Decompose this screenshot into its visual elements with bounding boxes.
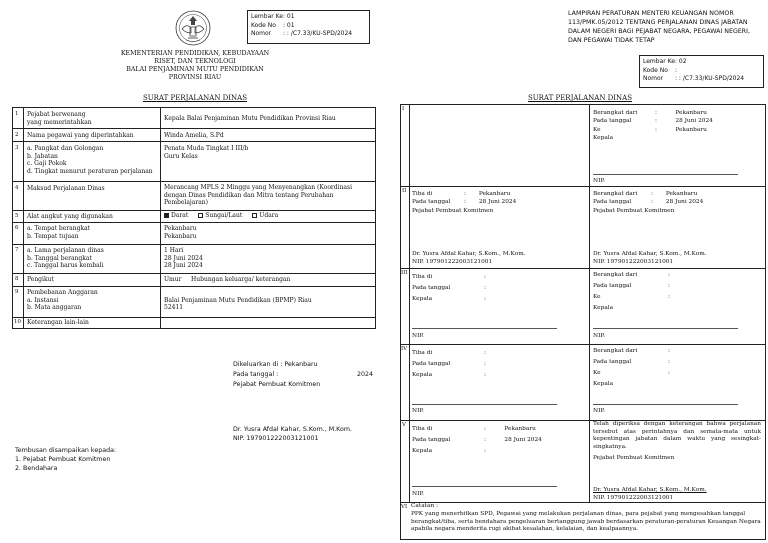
- row-label: Maksud Perjalanan Dinas: [27, 185, 105, 192]
- cc-item: 1. Pejabat Pembuat Komitmen: [15, 455, 111, 463]
- section-V-right-title: Pejabat Pembuat Komitmen: [593, 455, 675, 461]
- transport-option-sungai[interactable]: Sungai/Laut: [198, 212, 242, 220]
- section-number: V: [402, 422, 406, 428]
- institution-header: [100, 50, 290, 81]
- section-IV-left-nip: NIP.: [412, 408, 424, 414]
- section-number: III: [401, 270, 408, 276]
- row-value: Kepala Balai Penjaminan Mutu Pendidikan Provinsi Riau: [164, 115, 336, 122]
- institution-line: BALAI PENJAMINAN MUTU PENDIDIKAN: [126, 65, 264, 73]
- sheet-value: :: [675, 66, 678, 74]
- regulation-line: DAN PEGAWAI TIDAK TETAP: [568, 37, 655, 45]
- section-IV-departure: Berangkat dari : Pada tanggal : Ke : Kepala: [593, 348, 670, 387]
- row-label: a. Tempat berangkat b. Tempat tujuan: [27, 225, 91, 240]
- cc-block: [15, 447, 116, 473]
- section-III-departure: Berangkat dari : Pada tanggal : Ke : Kepala: [593, 272, 670, 311]
- notes-title: Catatan :: [411, 503, 438, 509]
- transport-option-udara[interactable]: Udara: [252, 212, 278, 220]
- row-label: a. Pangkat dan Golongan b. Jabatan c. Gaji Pokok d. Tingkat menurut peraturan perjalanan: [27, 145, 153, 175]
- spd-back-table: [400, 104, 766, 540]
- section-V-arrival: Tiba di : Pekanbaru Pada tanggal : 28 Juni 2024 Kepala :: [412, 426, 542, 454]
- section-V-left-nip: NIP.: [412, 491, 424, 497]
- section-number: VI: [401, 504, 408, 510]
- page-title: SURAT PERJALANAN DINAS: [142, 94, 248, 102]
- section-number: IV: [401, 346, 408, 352]
- section-number: II: [402, 188, 407, 194]
- row-value: Winda Amelia, S.Pd: [164, 132, 224, 139]
- cc-title: Tembusan disampaikan kepada:: [15, 447, 117, 454]
- regulation-line: LAMPIRAN PERATURAN MENTERI KEUANGAN NOMOR: [568, 10, 734, 17]
- sheet-value: : 01: [283, 21, 295, 29]
- sheet-key: Kode No: [251, 21, 276, 29]
- section-III-left-nip: NIP.: [412, 333, 424, 339]
- section-I-nip: NIP.: [593, 178, 605, 184]
- row-value: Pekanbaru Pekanbaru: [164, 225, 197, 240]
- section-II-left-signer: Dr. Yusra Afdal Kahar, S.Kom., M.Kom. NIP. 197901222003121001: [412, 251, 526, 265]
- row-number: 5: [15, 213, 19, 219]
- row-label: Pejabat berwenang yang memerintahkan: [27, 111, 92, 126]
- section-I-departure: Berangkat dari : Pekanbaru Pada tanggal : 28 Juni 2024 Ke : Pekanbaru Kepala: [593, 110, 713, 142]
- row-label: a. Lama perjalanan dinas b. Tanggal berangkat c. Tanggal harus kembali: [27, 247, 104, 269]
- sheet-key: Nomor: [251, 30, 272, 37]
- sheet-row: [251, 22, 366, 30]
- section-II-departure: Berangkat dari : Pekanbaru Pada tanggal : 28 Juni 2024 Pejabat Pembuat Komitmen: [593, 191, 704, 214]
- row-number: 8: [15, 276, 19, 282]
- row-number: 4: [15, 185, 19, 191]
- spd-table: [12, 107, 376, 329]
- signature-block: [233, 426, 352, 444]
- section-II-right-signer: Dr. Yusra Afdal Kahar, S.Kom., M.Kom. NIP. 197901222003121001: [593, 251, 707, 265]
- regulation-line: DALAM NEGERI BAGI PEJABAT NEGARA, PEGAWAI NEGERI,: [568, 28, 751, 36]
- row-number: 10: [14, 319, 21, 325]
- row-label: Nama pegawai yang diperintahkan: [27, 132, 134, 139]
- sheet-row: [643, 58, 760, 66]
- sheet-value: : 02: [675, 58, 687, 65]
- transport-option-darat[interactable]: Darat: [164, 212, 188, 220]
- row-value: 1 Hari 28 Juni 2024 28 Juni 2024: [164, 247, 203, 269]
- sheet-key: Lembar Ke: [251, 13, 283, 20]
- sheet-key: Kode No: [643, 66, 668, 74]
- issued-date-label: Pada tanggal :: [233, 370, 279, 378]
- section-II-arrival: Tiba di : Pekanbaru Pada tanggal : 28 Juni 2024 Pejabat Pembuat Komitmen: [412, 191, 517, 214]
- regulation-line: 113/PMK.05/2012 TENTANG PERJALANAN DINAS JABATAN: [568, 19, 748, 27]
- institution-line: PROVINSI RIAU: [168, 73, 222, 81]
- section-V-right-signer: Dr. Yusra Afdal Kahar, S.Kom., M.Kom. NIP. 197901222003121001: [593, 487, 707, 501]
- issued-place: Dikeluarkan di : Pekanbaru: [233, 361, 318, 368]
- regulation-header: [568, 9, 750, 46]
- checkbox-checked-icon: [164, 213, 169, 218]
- row-value: Umur Hubungan keluarga/ keterangan: [164, 276, 291, 283]
- section-number: I: [402, 106, 405, 112]
- section-III-arrival: Tiba di : Pada tanggal : Kepala :: [412, 274, 486, 302]
- signer-name: Dr. Yusra Afdal Kahar, S.Kom., M.Kom.: [233, 426, 352, 433]
- row-value: Balai Penjaminan Mutu Pendidikan (BPMP) Riau 52411: [164, 296, 312, 311]
- sheet-row: [251, 13, 366, 21]
- row-label: Alat angkut yang digunakan: [27, 213, 113, 220]
- notes-text: PPK yang menerbitkan SPD, Pegawai yang melakukan perjalanan dinas, para pejabat yang mengesahkan tanggal berangkat/tiba, serta bendahara pengeluaran bertanggung jawab berdasarkan peraturan-peraturan Keuangan Negara apabila negara menderita rugi akibat kesalahan, kelalaian, dan kealpaannya.: [411, 510, 761, 533]
- sheet-row: [643, 67, 760, 75]
- section-III-right-nip: NIP.: [593, 333, 605, 339]
- sheet-info-box: [247, 10, 370, 44]
- row-value: Penata Muda Tingkat I III/b Guru Kelas: [164, 145, 249, 160]
- checkbox-icon: [198, 213, 203, 218]
- issued-year: 2024: [356, 370, 373, 378]
- sheet-row: [643, 75, 760, 83]
- issued-block: [233, 360, 373, 389]
- page-title-right: SURAT PERJALANAN DINAS: [527, 94, 633, 102]
- row-value: Merancang MPLS 2 Minggu yang Menyenangkan (Koordinasi dengan Dinas Pendidikan dan Mitra tentang Perubahan Pembelajaran): [164, 184, 353, 206]
- sheet-value: : : /C7.33/KU-SPD/2024: [283, 30, 353, 37]
- row-number: 6: [15, 225, 19, 231]
- sheet-info-box: [639, 55, 764, 88]
- signer-nip: NIP. 197901222003121001: [233, 434, 319, 442]
- row-number: 3: [15, 145, 19, 151]
- sheet-row: [251, 30, 366, 38]
- row-number: 7: [15, 247, 19, 253]
- section-V-statement: Telah diperiksa dengan keterangan bahwa perjalanan tersebut atas perintahnya dan semata-mata untuk kepentingan jabatan dalam waktu yang sesingkat-singkatnya.: [593, 421, 761, 450]
- issued-date-row: [233, 370, 373, 380]
- sheet-key: Nomor: [643, 75, 664, 82]
- section-IV-right-nip: NIP.: [593, 408, 605, 414]
- row-label: Pengikut: [27, 276, 54, 283]
- row-number: 2: [15, 132, 19, 138]
- checkbox-icon: [252, 213, 257, 218]
- row-label: Keterangan lain-lain: [27, 319, 89, 326]
- sheet-value: : 01: [283, 13, 295, 20]
- section-IV-arrival: Tiba di : Pada tanggal : Kepala :: [412, 350, 486, 378]
- section-VI-notes: [411, 503, 763, 534]
- institution-line: RISET, DAN TEKNOLOGI: [154, 57, 236, 65]
- row-label: Pembebanan Anggaran a. Instansi b. Mata anggaran: [27, 289, 98, 311]
- institution-line: KEMENTERIAN PENDIDIKAN, KEBUDAYAAN: [120, 50, 270, 57]
- garuda-emblem-icon: [174, 9, 212, 47]
- row-number: 9: [15, 289, 19, 295]
- transport-options: [164, 212, 278, 220]
- row-number: 1: [15, 111, 19, 117]
- cc-item: 2. Bendahara: [15, 464, 58, 472]
- issuer-title: Pejabat Pembuat Komitmen: [233, 380, 321, 388]
- sheet-key: Lembar Ke: [643, 58, 675, 65]
- sheet-value: : : /C7.33/KU-SPD/2024: [675, 75, 745, 82]
